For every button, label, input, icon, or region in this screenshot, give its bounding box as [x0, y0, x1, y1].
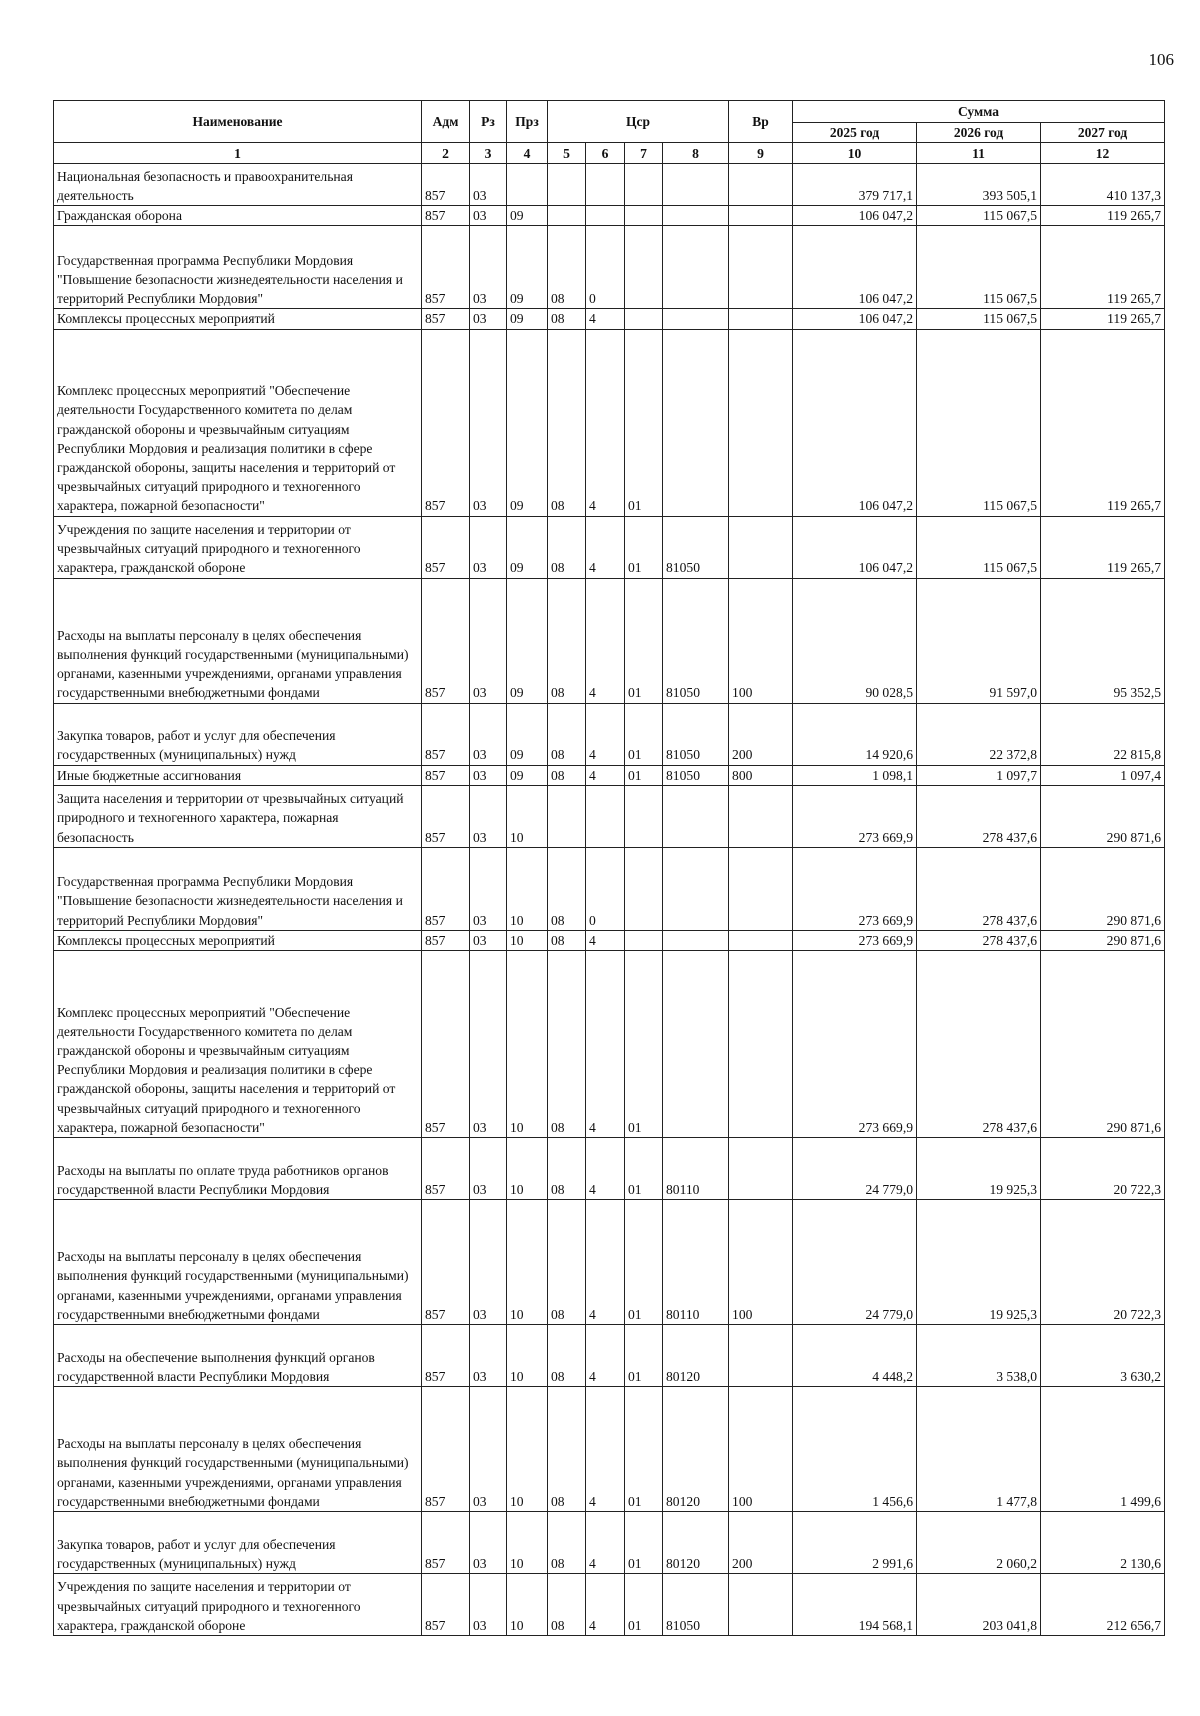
row-name: Учреждения по защите населения и территории от чрезвычайных ситуаций природного и техногенного характера, гражданской обороне [54, 516, 422, 578]
column-number: 11 [917, 143, 1041, 164]
column-number: 2 [422, 143, 470, 164]
row-csr-part7: 01 [625, 1325, 663, 1387]
row-csr-part8: 81050 [663, 703, 729, 765]
budget-table [53, 100, 1165, 1636]
row-amount-2026: 91 597,0 [917, 578, 1041, 703]
row-adm: 857 [422, 329, 470, 516]
row-csr-part5: 08 [548, 1200, 586, 1325]
row-name: Комплекс процессных мероприятий "Обеспечение деятельности Государственного комитета по делам гражданской обороны и чрезвычайным ситуациям Республики Мордовия и реализация политики в сфере гражданской обороны, защиты населения и территорий от чрезвычайных ситуаций природного и техногенного характера, пожарной безопасности" [54, 329, 422, 516]
header-adm: Адм [422, 101, 470, 143]
row-amount-2027: 119 265,7 [1041, 206, 1165, 226]
table-row [54, 1387, 1165, 1512]
row-csr-part8: 80120 [663, 1325, 729, 1387]
row-adm: 857 [422, 951, 470, 1138]
row-rz: 03 [470, 1574, 507, 1636]
column-number-row [54, 143, 1165, 164]
table-row [54, 1574, 1165, 1636]
row-adm: 857 [422, 703, 470, 765]
row-adm: 857 [422, 1512, 470, 1574]
row-amount-2027: 212 656,7 [1041, 1574, 1165, 1636]
row-csr-part6: 4 [586, 329, 625, 516]
row-csr-part5: 08 [548, 1512, 586, 1574]
column-number: 5 [548, 143, 586, 164]
row-amount-2026: 22 372,8 [917, 703, 1041, 765]
row-vr: 800 [729, 765, 793, 785]
row-csr-part8 [663, 930, 729, 950]
row-amount-2025: 14 920,6 [793, 703, 917, 765]
row-name: Расходы на выплаты персоналу в целях обеспечения выполнения функций государственными (муниципальными) органами, казенными учреждениями, органами управления государственными внебюджетными фондами [54, 578, 422, 703]
row-csr-part5: 08 [548, 847, 586, 930]
row-csr-part5: 08 [548, 703, 586, 765]
row-csr-part6: 4 [586, 516, 625, 578]
row-amount-2025: 90 028,5 [793, 578, 917, 703]
row-csr-part6: 4 [586, 765, 625, 785]
row-rz: 03 [470, 930, 507, 950]
row-amount-2025: 4 448,2 [793, 1325, 917, 1387]
row-amount-2025: 273 669,9 [793, 785, 917, 847]
row-csr-part6: 4 [586, 703, 625, 765]
row-amount-2025: 106 047,2 [793, 516, 917, 578]
row-rz: 03 [470, 1512, 507, 1574]
row-csr-part7: 01 [625, 951, 663, 1138]
row-prz: 10 [507, 930, 548, 950]
row-csr-part8: 80110 [663, 1138, 729, 1200]
row-vr: 200 [729, 703, 793, 765]
row-vr [729, 164, 793, 206]
row-name: Национальная безопасность и правоохранительная деятельность [54, 164, 422, 206]
row-amount-2026: 2 060,2 [917, 1512, 1041, 1574]
row-adm: 857 [422, 1387, 470, 1512]
column-number: 4 [507, 143, 548, 164]
row-name: Расходы на выплаты персоналу в целях обеспечения выполнения функций государственными (муниципальными) органами, казенными учреждениями, органами управления государственными внебюджетными фондами [54, 1200, 422, 1325]
row-amount-2027: 119 265,7 [1041, 329, 1165, 516]
header-year-2026: 2026 год [917, 123, 1041, 143]
table-row [54, 1138, 1165, 1200]
row-amount-2026: 278 437,6 [917, 785, 1041, 847]
row-prz: 09 [507, 516, 548, 578]
row-rz: 03 [470, 164, 507, 206]
row-vr [729, 226, 793, 309]
column-number: 6 [586, 143, 625, 164]
row-rz: 03 [470, 951, 507, 1138]
row-amount-2026: 1 477,8 [917, 1387, 1041, 1512]
row-amount-2026: 19 925,3 [917, 1138, 1041, 1200]
row-rz: 03 [470, 765, 507, 785]
row-prz: 09 [507, 309, 548, 329]
row-name: Расходы на обеспечение выполнения функций органов государственной власти Республики Мордовия [54, 1325, 422, 1387]
row-adm: 857 [422, 309, 470, 329]
table-row [54, 703, 1165, 765]
row-csr-part7: 01 [625, 1200, 663, 1325]
row-csr-part7 [625, 226, 663, 309]
row-amount-2025: 24 779,0 [793, 1138, 917, 1200]
row-prz: 09 [507, 226, 548, 309]
row-csr-part6: 0 [586, 226, 625, 309]
row-prz: 09 [507, 206, 548, 226]
row-amount-2027: 119 265,7 [1041, 226, 1165, 309]
row-csr-part5: 08 [548, 516, 586, 578]
row-csr-part6: 4 [586, 1512, 625, 1574]
row-csr-part6 [586, 164, 625, 206]
table-row [54, 765, 1165, 785]
row-amount-2025: 273 669,9 [793, 847, 917, 930]
row-prz: 10 [507, 1325, 548, 1387]
row-amount-2027: 119 265,7 [1041, 309, 1165, 329]
row-adm: 857 [422, 1574, 470, 1636]
row-name: Закупка товаров, работ и услуг для обеспечения государственных (муниципальных) нужд [54, 1512, 422, 1574]
column-number: 8 [663, 143, 729, 164]
table-row [54, 164, 1165, 206]
row-rz: 03 [470, 847, 507, 930]
row-amount-2025: 106 047,2 [793, 226, 917, 309]
page-number: 106 [1148, 50, 1174, 69]
row-csr-part8 [663, 309, 729, 329]
row-csr-part5: 08 [548, 930, 586, 950]
table-row [54, 951, 1165, 1138]
row-csr-part7: 01 [625, 578, 663, 703]
row-vr [729, 785, 793, 847]
column-number: 12 [1041, 143, 1165, 164]
row-amount-2026: 393 505,1 [917, 164, 1041, 206]
row-csr-part8 [663, 329, 729, 516]
row-adm: 857 [422, 847, 470, 930]
row-vr [729, 930, 793, 950]
row-amount-2027: 3 630,2 [1041, 1325, 1165, 1387]
row-name: Защита населения и территории от чрезвычайных ситуаций природного и техногенного характера, пожарная безопасность [54, 785, 422, 847]
row-amount-2025: 106 047,2 [793, 206, 917, 226]
header-vr: Вр [729, 101, 793, 143]
column-number: 9 [729, 143, 793, 164]
table-row [54, 516, 1165, 578]
row-csr-part8: 81050 [663, 1574, 729, 1636]
table-body [54, 143, 1165, 1636]
row-vr [729, 1325, 793, 1387]
table-row [54, 206, 1165, 226]
row-amount-2025: 1 456,6 [793, 1387, 917, 1512]
row-csr-part6 [586, 206, 625, 226]
row-csr-part5 [548, 164, 586, 206]
row-csr-part7: 01 [625, 1512, 663, 1574]
row-prz: 09 [507, 329, 548, 516]
row-vr [729, 1138, 793, 1200]
row-csr-part7: 01 [625, 1574, 663, 1636]
table-row [54, 930, 1165, 950]
row-name: Расходы на выплаты по оплате труда работников органов государственной власти Республики Мордовия [54, 1138, 422, 1200]
row-csr-part6: 4 [586, 951, 625, 1138]
column-number: 1 [54, 143, 422, 164]
table-row [54, 1200, 1165, 1325]
row-csr-part5: 08 [548, 309, 586, 329]
row-csr-part8 [663, 206, 729, 226]
row-vr [729, 1574, 793, 1636]
row-name: Комплексы процессных мероприятий [54, 930, 422, 950]
row-amount-2026: 115 067,5 [917, 329, 1041, 516]
row-prz: 10 [507, 1387, 548, 1512]
row-amount-2025: 379 717,1 [793, 164, 917, 206]
row-csr-part6: 0 [586, 847, 625, 930]
row-name: Расходы на выплаты персоналу в целях обеспечения выполнения функций государственными (муниципальными) органами, казенными учреждениями, органами управления государственными внебюджетными фондами [54, 1387, 422, 1512]
row-name: Иные бюджетные ассигнования [54, 765, 422, 785]
row-adm: 857 [422, 930, 470, 950]
row-name: Государственная программа Республики Мордовия "Повышение безопасности жизнедеятельности населения и территорий Республики Мордовия" [54, 226, 422, 309]
row-csr-part6: 4 [586, 1325, 625, 1387]
column-number: 3 [470, 143, 507, 164]
row-csr-part7: 01 [625, 703, 663, 765]
row-amount-2025: 273 669,9 [793, 951, 917, 1138]
row-csr-part8 [663, 847, 729, 930]
row-amount-2025: 2 991,6 [793, 1512, 917, 1574]
row-amount-2026: 203 041,8 [917, 1574, 1041, 1636]
row-adm: 857 [422, 164, 470, 206]
row-amount-2027: 290 871,6 [1041, 951, 1165, 1138]
row-csr-part6: 4 [586, 578, 625, 703]
header-prz: Прз [507, 101, 548, 143]
row-amount-2027: 1 097,4 [1041, 765, 1165, 785]
row-adm: 857 [422, 206, 470, 226]
row-adm: 857 [422, 1325, 470, 1387]
row-amount-2026: 115 067,5 [917, 206, 1041, 226]
row-vr [729, 206, 793, 226]
row-csr-part7 [625, 785, 663, 847]
row-prz: 10 [507, 847, 548, 930]
header-rz: Рз [470, 101, 507, 143]
row-adm: 857 [422, 785, 470, 847]
row-csr-part8: 81050 [663, 765, 729, 785]
row-vr: 200 [729, 1512, 793, 1574]
row-csr-part6: 4 [586, 1200, 625, 1325]
table-row [54, 1325, 1165, 1387]
row-csr-part5: 08 [548, 765, 586, 785]
row-csr-part8 [663, 226, 729, 309]
row-rz: 03 [470, 785, 507, 847]
row-adm: 857 [422, 765, 470, 785]
row-prz: 09 [507, 578, 548, 703]
row-amount-2026: 19 925,3 [917, 1200, 1041, 1325]
table-row [54, 329, 1165, 516]
row-name: Закупка товаров, работ и услуг для обеспечения государственных (муниципальных) нужд [54, 703, 422, 765]
header-sum: Сумма [793, 101, 1165, 123]
row-adm: 857 [422, 226, 470, 309]
row-amount-2025: 1 098,1 [793, 765, 917, 785]
row-csr-part5: 08 [548, 1574, 586, 1636]
row-adm: 857 [422, 516, 470, 578]
column-number: 10 [793, 143, 917, 164]
row-rz: 03 [470, 516, 507, 578]
row-vr: 100 [729, 578, 793, 703]
row-amount-2027: 290 871,6 [1041, 930, 1165, 950]
column-number: 7 [625, 143, 663, 164]
row-csr-part5: 08 [548, 951, 586, 1138]
header-name: Наименование [54, 101, 422, 143]
row-prz: 09 [507, 703, 548, 765]
row-amount-2027: 410 137,3 [1041, 164, 1165, 206]
row-amount-2025: 273 669,9 [793, 930, 917, 950]
row-amount-2025: 106 047,2 [793, 309, 917, 329]
row-amount-2027: 119 265,7 [1041, 516, 1165, 578]
row-prz: 10 [507, 1200, 548, 1325]
row-rz: 03 [470, 329, 507, 516]
row-amount-2027: 95 352,5 [1041, 578, 1165, 703]
row-amount-2026: 3 538,0 [917, 1325, 1041, 1387]
row-csr-part7 [625, 930, 663, 950]
row-csr-part7: 01 [625, 329, 663, 516]
row-vr: 100 [729, 1200, 793, 1325]
header-csr: Цср [548, 101, 729, 143]
row-csr-part5: 08 [548, 226, 586, 309]
row-csr-part8: 81050 [663, 516, 729, 578]
row-prz: 10 [507, 951, 548, 1138]
row-amount-2026: 278 437,6 [917, 847, 1041, 930]
row-prz: 10 [507, 1138, 548, 1200]
table-row [54, 226, 1165, 309]
row-amount-2026: 278 437,6 [917, 951, 1041, 1138]
table-row [54, 309, 1165, 329]
row-csr-part7: 01 [625, 516, 663, 578]
header-year-2025: 2025 год [793, 123, 917, 143]
row-csr-part6: 4 [586, 1574, 625, 1636]
row-csr-part6: 4 [586, 930, 625, 950]
row-amount-2027: 290 871,6 [1041, 847, 1165, 930]
row-rz: 03 [470, 1200, 507, 1325]
row-csr-part5: 08 [548, 329, 586, 516]
row-amount-2025: 106 047,2 [793, 329, 917, 516]
row-csr-part8: 80120 [663, 1387, 729, 1512]
row-adm: 857 [422, 1138, 470, 1200]
row-vr [729, 309, 793, 329]
row-csr-part7 [625, 164, 663, 206]
row-name: Учреждения по защите населения и территории от чрезвычайных ситуаций природного и техногенного характера, гражданской обороне [54, 1574, 422, 1636]
row-csr-part7 [625, 206, 663, 226]
row-csr-part8 [663, 164, 729, 206]
row-amount-2027: 1 499,6 [1041, 1387, 1165, 1512]
row-prz [507, 164, 548, 206]
row-csr-part5: 08 [548, 1138, 586, 1200]
row-amount-2026: 115 067,5 [917, 516, 1041, 578]
row-csr-part8: 81050 [663, 578, 729, 703]
row-vr: 100 [729, 1387, 793, 1512]
row-csr-part7: 01 [625, 765, 663, 785]
row-name: Комплекс процессных мероприятий "Обеспечение деятельности Государственного комитета по делам гражданской обороны и чрезвычайным ситуациям Республики Мордовия и реализация политики в сфере гражданской обороны, защиты населения и территорий от чрезвычайных ситуаций природного и техногенного характера, пожарной безопасности" [54, 951, 422, 1138]
row-csr-part8: 80110 [663, 1200, 729, 1325]
row-vr [729, 951, 793, 1138]
row-csr-part5: 08 [548, 1387, 586, 1512]
row-amount-2025: 194 568,1 [793, 1574, 917, 1636]
row-rz: 03 [470, 703, 507, 765]
row-amount-2026: 1 097,7 [917, 765, 1041, 785]
row-vr [729, 516, 793, 578]
row-prz: 10 [507, 785, 548, 847]
header-year-2027: 2027 год [1041, 123, 1165, 143]
row-csr-part5: 08 [548, 1325, 586, 1387]
row-amount-2025: 24 779,0 [793, 1200, 917, 1325]
row-rz: 03 [470, 226, 507, 309]
row-amount-2026: 278 437,6 [917, 930, 1041, 950]
row-rz: 03 [470, 206, 507, 226]
row-adm: 857 [422, 1200, 470, 1325]
row-name: Государственная программа Республики Мордовия "Повышение безопасности жизнедеятельности населения и территорий Республики Мордовия" [54, 847, 422, 930]
row-csr-part5: 08 [548, 578, 586, 703]
row-csr-part8 [663, 951, 729, 1138]
row-name: Гражданская оборона [54, 206, 422, 226]
table-row [54, 1512, 1165, 1574]
row-csr-part7 [625, 309, 663, 329]
row-amount-2026: 115 067,5 [917, 309, 1041, 329]
row-name: Комплексы процессных мероприятий [54, 309, 422, 329]
row-csr-part6: 4 [586, 1387, 625, 1512]
row-amount-2026: 115 067,5 [917, 226, 1041, 309]
row-adm: 857 [422, 578, 470, 703]
row-csr-part5 [548, 785, 586, 847]
table-row [54, 847, 1165, 930]
table-row [54, 578, 1165, 703]
row-vr [729, 847, 793, 930]
row-csr-part7: 01 [625, 1138, 663, 1200]
row-csr-part5 [548, 206, 586, 226]
row-rz: 03 [470, 309, 507, 329]
row-csr-part8: 80120 [663, 1512, 729, 1574]
row-rz: 03 [470, 578, 507, 703]
row-prz: 10 [507, 1574, 548, 1636]
row-csr-part7: 01 [625, 1387, 663, 1512]
row-csr-part7 [625, 847, 663, 930]
row-amount-2027: 290 871,6 [1041, 785, 1165, 847]
row-rz: 03 [470, 1387, 507, 1512]
row-csr-part6 [586, 785, 625, 847]
row-prz: 09 [507, 765, 548, 785]
row-csr-part6: 4 [586, 309, 625, 329]
row-rz: 03 [470, 1138, 507, 1200]
row-csr-part6: 4 [586, 1138, 625, 1200]
row-amount-2027: 20 722,3 [1041, 1200, 1165, 1325]
row-amount-2027: 20 722,3 [1041, 1138, 1165, 1200]
table-row [54, 785, 1165, 847]
row-csr-part8 [663, 785, 729, 847]
row-rz: 03 [470, 1325, 507, 1387]
row-amount-2027: 2 130,6 [1041, 1512, 1165, 1574]
row-vr [729, 329, 793, 516]
row-amount-2027: 22 815,8 [1041, 703, 1165, 765]
row-prz: 10 [507, 1512, 548, 1574]
